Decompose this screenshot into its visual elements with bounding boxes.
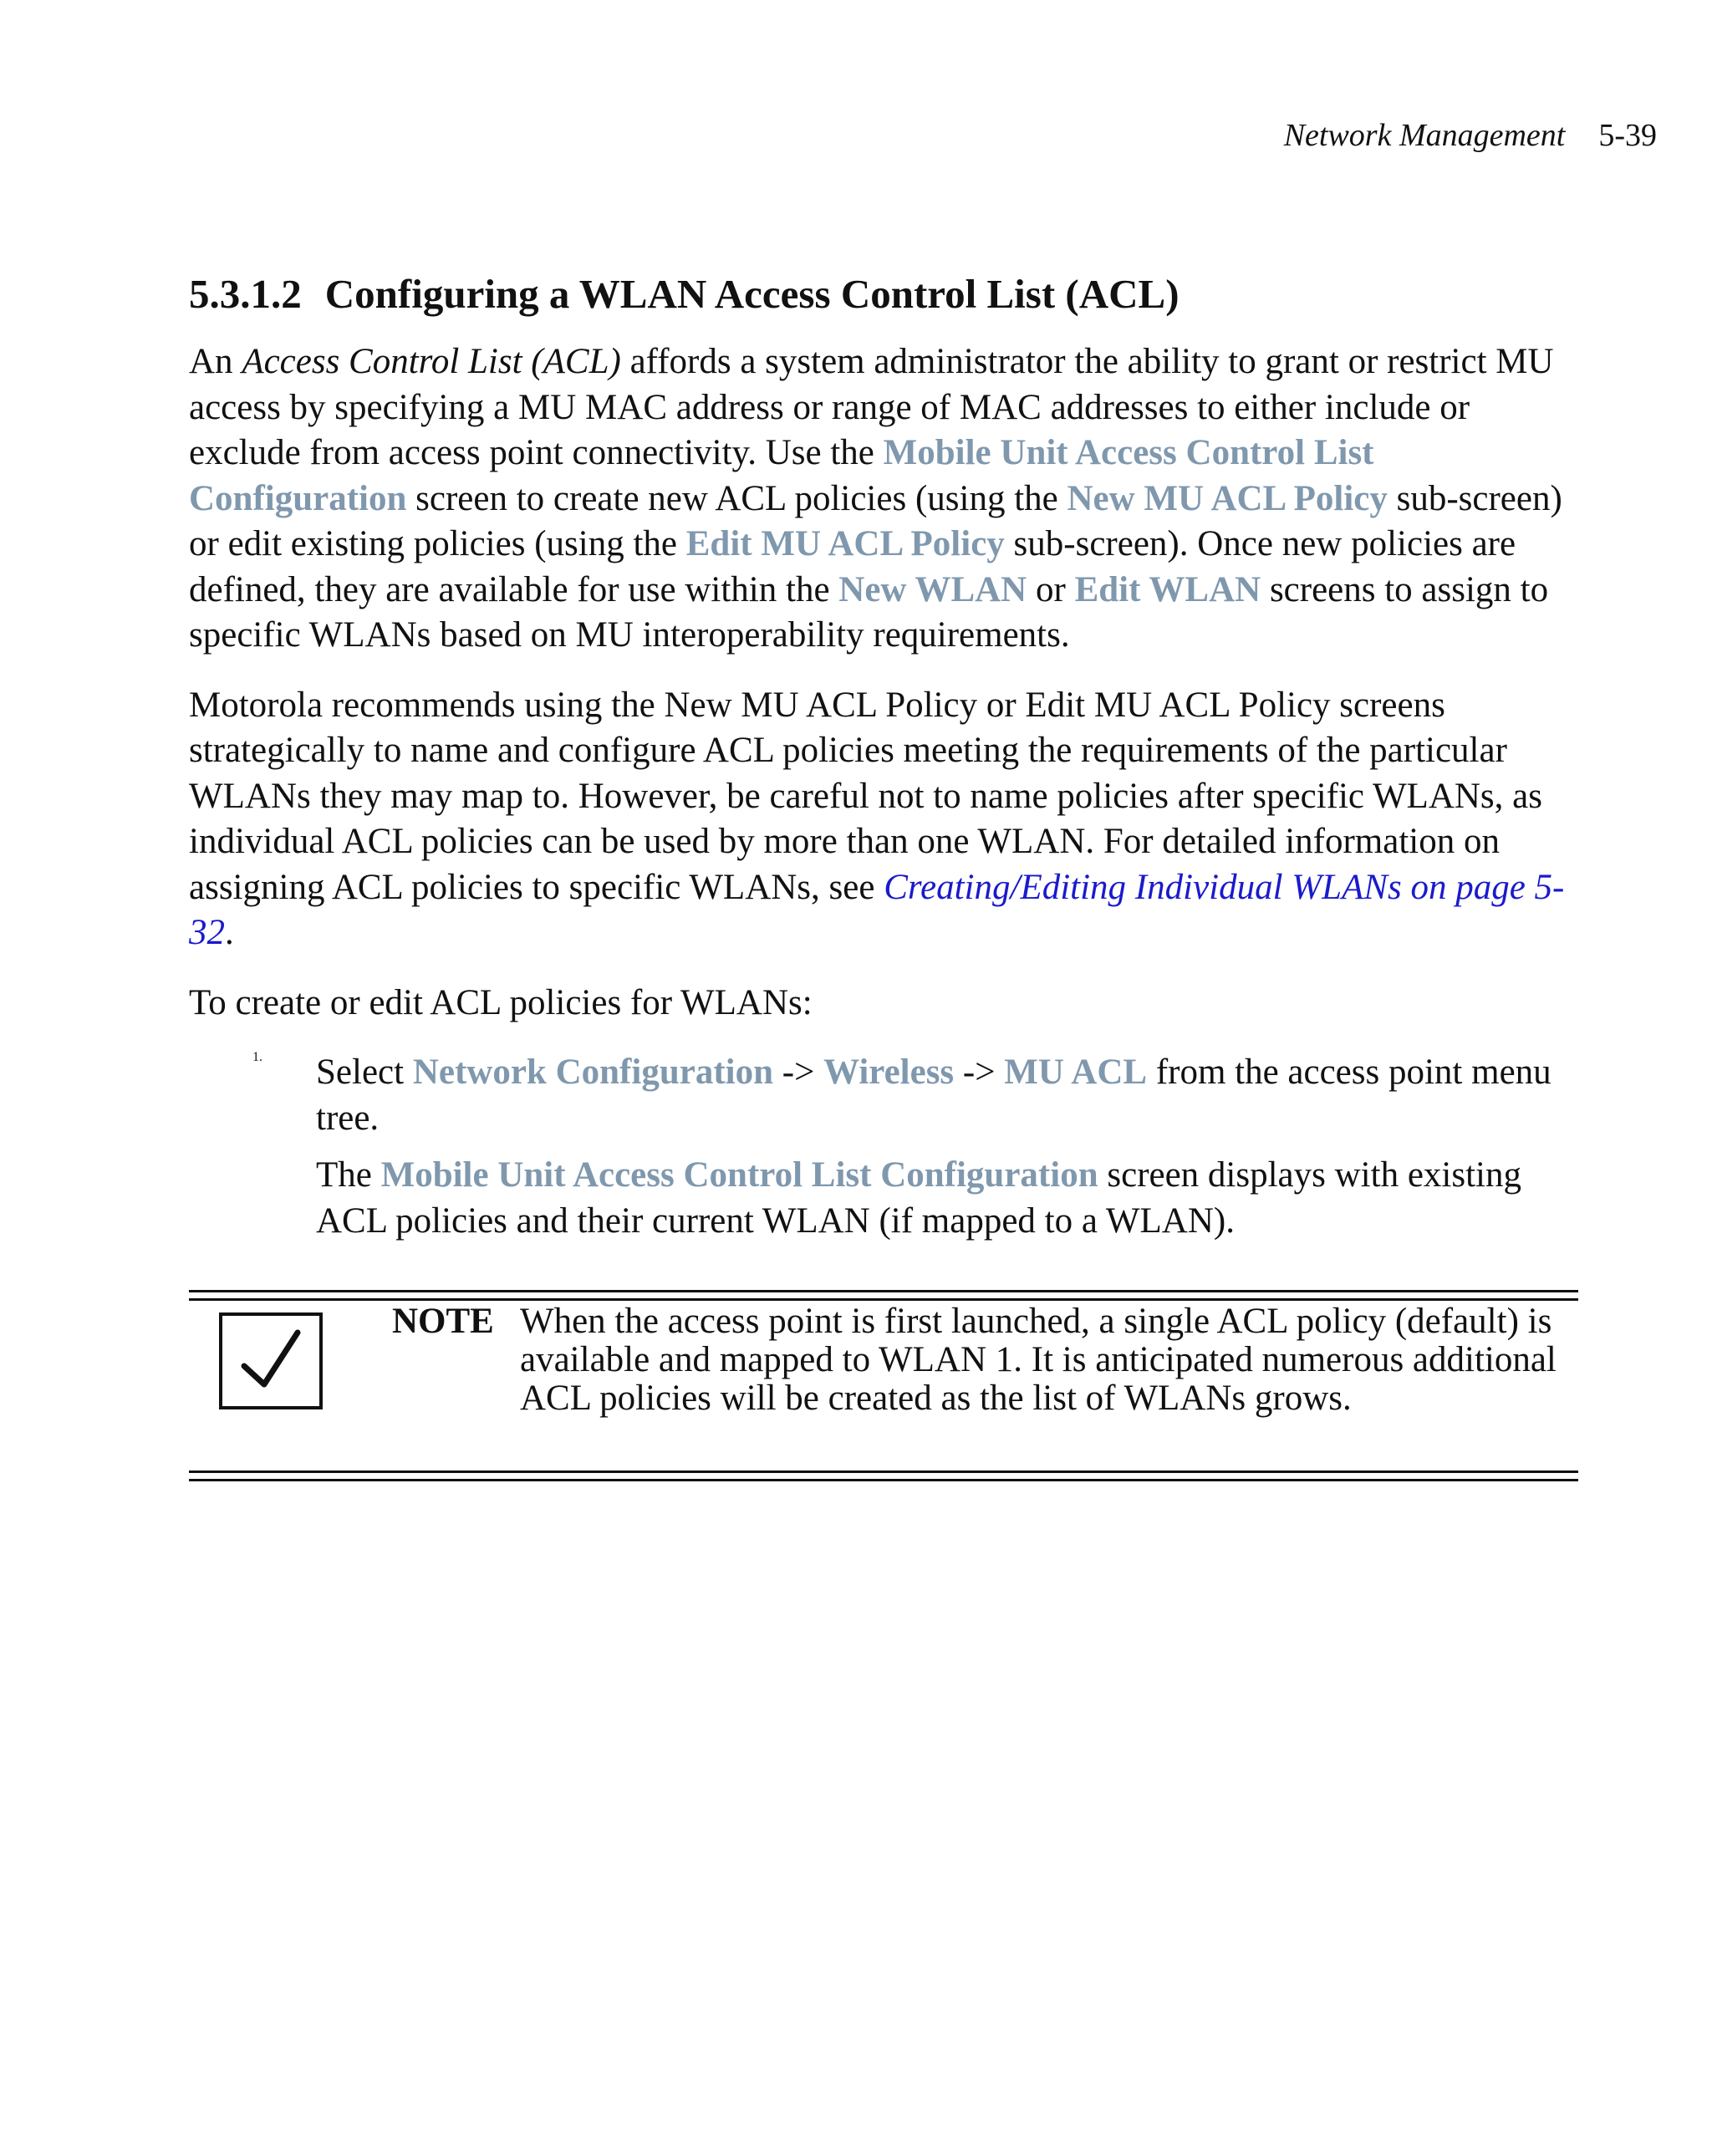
section-number: 5.3.1.2 (189, 271, 302, 317)
term-acl: Access Control List (ACL) (242, 342, 621, 381)
header-section-title: Network Management (1283, 118, 1566, 153)
step-result (316, 1153, 1577, 1244)
ui-ref-mu-acl-config-screen: Mobile Unit Access Control List Configuration (380, 1155, 1098, 1195)
xref-link-creating-editing-wlans[interactable]: Creating/Editing Individual WLANs on page 5-32 (189, 867, 1565, 952)
ui-ref-wireless: Wireless (823, 1053, 955, 1092)
text-run: or (1027, 569, 1075, 609)
note-rule-bottom-outer (189, 1479, 1578, 1481)
text-run: . (225, 913, 234, 952)
recommendation-paragraph (189, 683, 1577, 956)
text-run: sub-screen) or edit existing policies (using the (189, 478, 1562, 563)
main-content (189, 269, 1577, 1256)
procedure-step-1 (189, 1050, 1577, 1244)
ui-ref-edit-wlan: Edit WLAN (1074, 569, 1261, 609)
procedure-intro: To create or edit ACL policies for WLANs: (189, 982, 813, 1022)
header-page-number: 5-39 (1598, 118, 1657, 153)
note-box (189, 1290, 1578, 1482)
note-label: NOTE (392, 1302, 494, 1341)
ui-ref-mu-acl: MU ACL (1004, 1053, 1148, 1092)
note-rule-bottom-inner (189, 1470, 1578, 1473)
note-rule-top-outer (189, 1290, 1578, 1292)
text-run: screen displays with existing ACL policies and their current WLAN (if mapped to a WLAN). (316, 1155, 1521, 1241)
text-run: Motorola recommends using the New MU ACL Policy or Edit MU ACL Policy screens strategically to name and configure ACL policies meeting the requirements of the particular WLANs they may map to. However, be careful not to name policies after specific WLANs, as individual ACL policies can be used by more than one WLAN. For detailed information on assigning ACL policies to specific WLANs, see (189, 685, 1542, 907)
text-run: Select (316, 1053, 413, 1092)
running-header (1284, 115, 1657, 155)
step-number: 1. (252, 1050, 262, 1064)
text-run: An (189, 342, 242, 381)
ui-ref-new-mu-acl-policy: New MU ACL Policy (1067, 478, 1388, 518)
text-run: from the access point menu tree. (316, 1053, 1552, 1138)
step-instruction (316, 1050, 1577, 1141)
section-heading (189, 269, 1577, 319)
ui-ref-new-wlan: New WLAN (838, 569, 1027, 609)
ui-ref-edit-mu-acl-policy: Edit MU ACL Policy (685, 524, 1005, 563)
ui-ref-mu-acl-config-screen: Mobile Unit Access Control List Configuration (189, 433, 1374, 518)
text-run: screen to create new ACL policies (using the (406, 478, 1067, 518)
text-run: screens to assign to specific WLANs based on MU interoperability requirements. (189, 569, 1549, 655)
menu-separator: -> (954, 1053, 1005, 1092)
ui-ref-network-configuration: Network Configuration (412, 1053, 774, 1092)
note-text: When the access point is first launched, a single ACL policy (default) is available and mapped to WLAN 1. It is anticipated numerous additional ACL policies will be created as the list of WLANs grows. (520, 1302, 1557, 1418)
text-run: The (316, 1155, 381, 1195)
intro-paragraph (189, 339, 1577, 659)
checkbox-checked-icon (219, 1312, 323, 1409)
section-title: Configuring a WLAN Access Control List (ACL) (324, 271, 1180, 317)
text-run: sub-screen). Once new policies are defined, they are available for use within the (189, 524, 1516, 609)
menu-separator: -> (773, 1053, 824, 1092)
note-rule-top-inner (189, 1298, 1578, 1301)
checkmark-icon (222, 1316, 319, 1406)
text-run: affords a system administrator the ability to grant or restrict MU access by specifying a MU MAC address or range of MAC addresses to either include or exclude from access point connectivity. Use the (189, 342, 1554, 472)
